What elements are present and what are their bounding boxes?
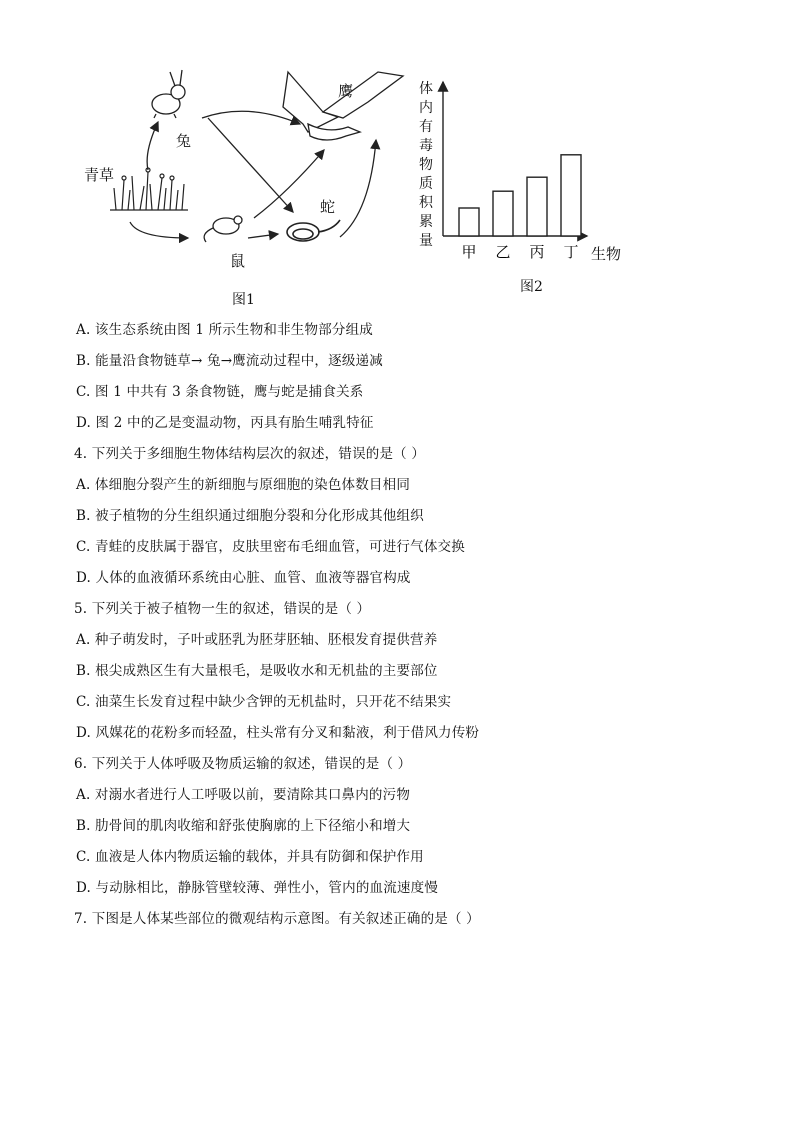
bar-2 [527,177,547,236]
option-5d: D. 风媒花的花粉多而轻盈，柱头常有分叉和黏液，利于借风力传粉 [76,725,480,741]
question-5: 5. 下列关于被子植物一生的叙述，错误的是（ ） [74,601,371,617]
bar-3 [561,155,581,236]
option-5c: C. 油菜生长发育过程中缺少含钾的无机盐时，只开花不结果实 [76,694,452,710]
bar-1 [493,191,513,236]
snake-label: 蛇 [320,198,336,216]
option-4a: A. 体细胞分裂产生的新细胞与原细胞的染色体数目相同 [76,477,411,493]
option-3a: A. 该生态系统由图 1 所示生物和非生物部分组成 [76,322,374,338]
option-3b: B. 能量沿食物链草→ 兔→鹰流动过程中，逐级递减 [76,353,383,369]
rabbit-illustration [152,70,185,118]
figure1-caption: 图1 [232,292,255,308]
eagle-label: 鹰 [338,82,354,100]
option-4b: B. 被子植物的分生组织通过细胞分裂和分化形成其他组织 [76,508,424,524]
option-5a: A. 种子萌发时，子叶或胚乳为胚芽胚轴、胚根发育提供营养 [76,632,438,648]
option-3d: D. 图 2 中的乙是变温动物，丙具有胎生哺乳特征 [76,415,374,431]
category-label-0: 甲 [461,243,477,261]
category-label-2: 丙 [529,243,545,261]
category-label-1: 乙 [495,243,511,261]
mouse-label: 鼠 [230,252,246,270]
figure2-y-label: 体 内 有 毒 物 质 积 累 量 [419,81,433,249]
option-4d: D. 人体的血液循环系统由心脏、血管、血液等器官构成 [76,570,411,586]
option-6d: D. 与动脉相比，静脉管壁较薄、弹性小，管内的血流速度慢 [76,880,439,896]
option-5b: B. 根尖成熟区生有大量根毛，是吸收水和无机盐的主要部位 [76,663,438,679]
option-6a: A. 对溺水者进行人工呼吸以前，要清除其口鼻内的污物 [76,787,411,803]
food-web-figure [78,62,408,312]
option-6c: C. 血液是人体内物质运输的载体，并具有防御和保护作用 [76,849,424,865]
option-4c: C. 青蛙的皮肤属于器官，皮肤里密布毛细血管，可进行气体交换 [76,539,465,555]
snake-illustration [287,220,340,241]
grass-illustration [110,168,188,210]
question-7: 7. 下图是人体某些部位的微观结构示意图。有关叙述正确的是（ ） [74,911,480,927]
bar-0 [459,208,479,236]
figure2-caption: 图2 [520,279,543,295]
mouse-illustration [204,216,242,242]
option-3c: C. 图 1 中共有 3 条食物链，鹰与蛇是捕食关系 [76,384,364,400]
figure2-x-unit: 生物 [591,245,622,263]
question-4: 4. 下列关于多细胞生物体结构层次的叙述，错误的是（ ） [74,446,426,462]
option-6b: B. 肋骨间的肌肉收缩和舒张使胸廓的上下径缩小和增大 [76,818,411,834]
question-6: 6. 下列关于人体呼吸及物质运输的叙述，错误的是（ ） [74,756,412,772]
grass-label: 青草 [84,166,115,184]
category-label-3: 丁 [563,243,579,261]
rabbit-label: 兔 [176,132,192,150]
